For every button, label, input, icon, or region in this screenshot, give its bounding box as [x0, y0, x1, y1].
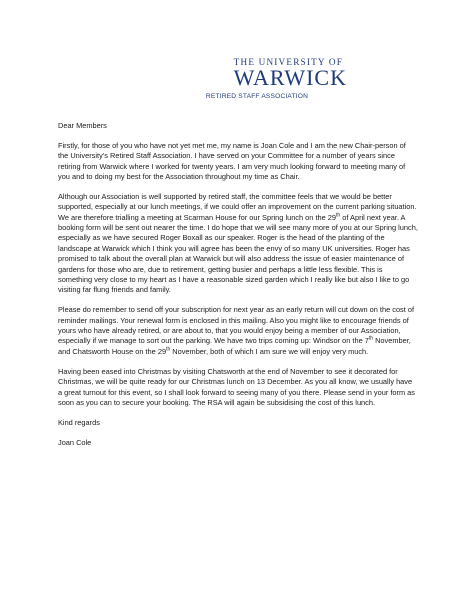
letter-body: [58, 121, 418, 458]
signature: Joan Cole: [58, 437, 92, 447]
paragraph-3-part-c: November, both of which I am sure we will enjoy very much.: [170, 346, 369, 356]
salutation: Dear Members: [58, 121, 107, 130]
ordinal-suffix: th: [166, 346, 171, 353]
paragraph-4: Having been eased into Christmas by visiting Chatsworth at the end of November to see it decorated for Christmas, we will be quite ready for our Christmas lunch on 13 December. As you all know, we usually have a great turnout for this event, so I shall look forward to seeing many of you there. Please send in your form as soon as you can to secure your booking. The RSA will again be subsidising the cost of this lunch.: [58, 366, 415, 407]
logo-subtitle: THE UNIVERSITY OF: [233, 57, 344, 67]
association-heading: RETIRED STAFF ASSOCIATION: [205, 93, 309, 100]
ordinal-suffix: th: [368, 336, 374, 343]
closing: Kind regards: [58, 417, 100, 427]
paragraph-2-part-a: Although our Association is well supported by retired staff, the committee feels that we would be better supported, especially at our lunch meetings, if we could offer an improvement on the current parking situation. We are therefore trialling a meeting at Scarman House for our Spring lunch on the 29: [58, 191, 417, 222]
paragraph-3: [58, 305, 418, 357]
signature-block: [58, 418, 418, 448]
paragraph-3-part-a: Please do remember to send off your subscription for next year as an early return will cut down on the cost of reminder mailings. Your renewal form is enclosed in this mailing. Also you might like to encourage friends of yours who have already retired, or are about to, that you would enjoy being a member of our Association, especially if we manage to sort out the parking. We have two trips coming up: Windsor on the 7: [58, 305, 415, 346]
paragraph-2-part-b: of April next year. A booking form will be sent out nearer the time. I do hope that we will see many more of you at our Spring lunch, especially as we have secured Roger Boxall as our speaker. Roger is the head of the planting of the landscape at Warwick which I think you will agree has been the envy of so many UK universities. Roger has promised to talk about the overall plan at Warwick but will also address the issue of easier maintenance of gardens for those who are, due to retirement, getting busier and perhaps a little less flexible. This is something very close to my heart as I have a reasonable sized garden which I really like but also I like to go visiting far flung friends and family.: [58, 212, 418, 295]
logo-title: WARWICK: [233, 65, 347, 90]
paragraph-3-part-b: November, and Chatsworth House on the 29: [58, 336, 411, 356]
paragraph-2: [58, 192, 418, 296]
paragraph-1: Firstly, for those of you who have not yet met me, my name is Joan Cole and I am the new Chair-person of the University’s Retired Staff Association. I have served on your Committee for a number of years since retiring from Warwick where I worked for twenty years. I am very much looking forward to meeting many of you and to doing my best for the Association throughout my time as Chair.: [58, 140, 406, 182]
ordinal-suffix: th: [336, 212, 341, 219]
university-logo: [234, 57, 347, 89]
